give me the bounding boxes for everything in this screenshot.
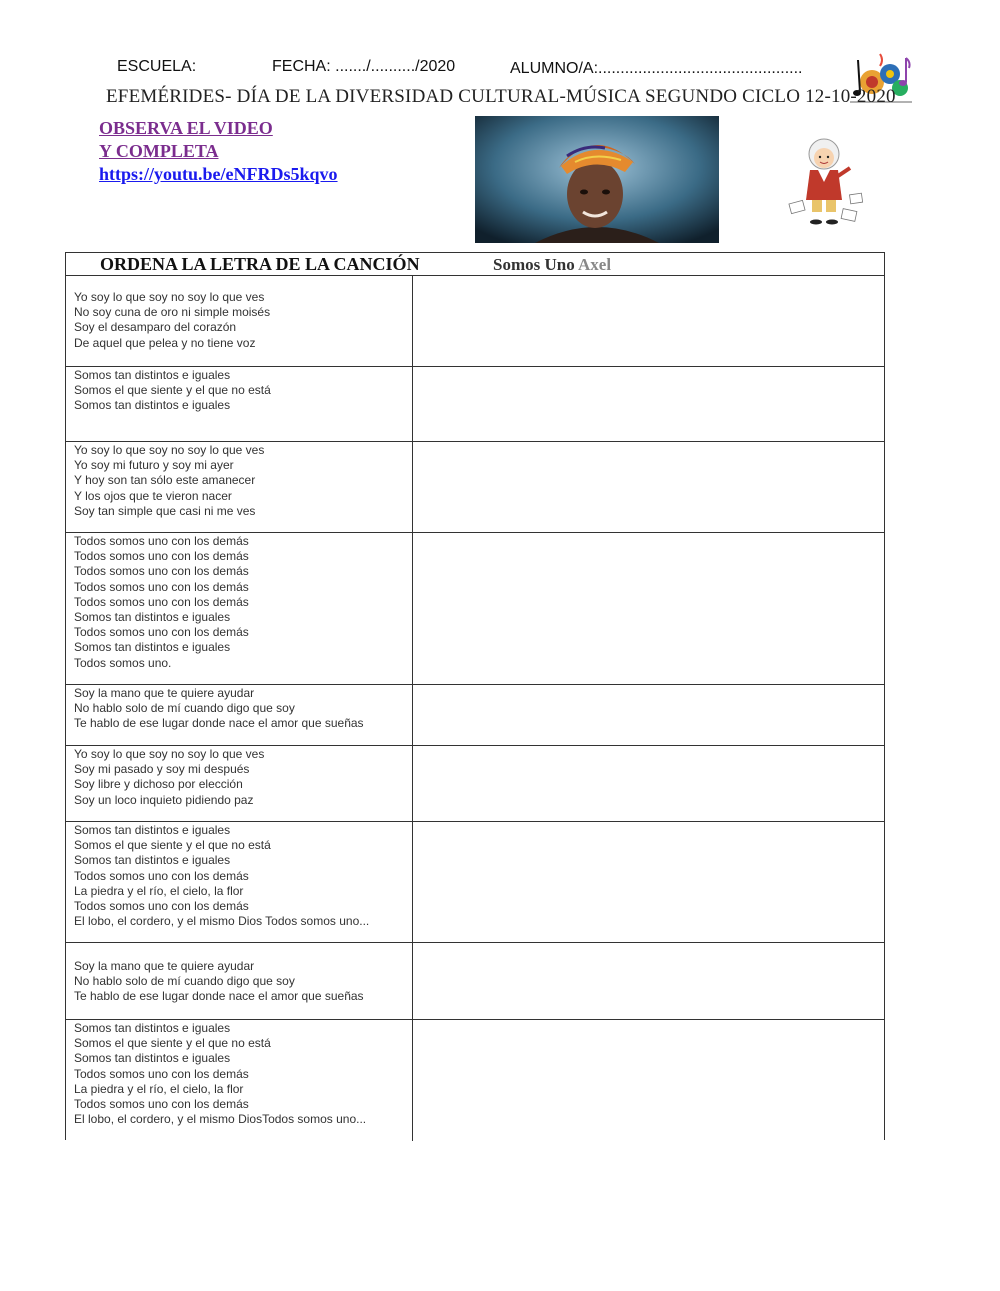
lyrics-line: Somos tan distintos e iguales (74, 823, 231, 837)
table-row (66, 533, 884, 685)
lyrics-line: Todos somos uno con los demás (74, 564, 249, 579)
lyrics-line: Somos tan distintos e iguales (74, 368, 231, 382)
lyrics-line: No hablo solo de mí cuando digo que soy (74, 701, 295, 716)
song-name: Somos Uno (493, 255, 575, 274)
answer-cell[interactable] (413, 822, 884, 942)
lyrics-line: Y hoy son tan sólo este amanecer (74, 473, 256, 488)
lyrics-line: Y los ojos que te vieron nacer (74, 488, 232, 503)
answer-cell[interactable] (413, 943, 884, 1019)
answer-cell[interactable] (413, 367, 884, 441)
table-row (66, 1020, 884, 1141)
lyrics-line: Te hablo de ese lugar donde nace el amor que sueñas (74, 716, 364, 731)
mozart-character-icon (784, 132, 872, 230)
lyrics-line: Somos el que siente y el que no está (74, 838, 271, 853)
lyrics-cell (66, 442, 413, 532)
answer-cell[interactable] (413, 442, 884, 532)
lyrics-line: No soy cuna de oro ni simple moisés (74, 305, 271, 320)
lyrics-line: Todos somos uno con los demás (74, 594, 249, 609)
table-header (66, 253, 884, 276)
table-row (66, 822, 884, 943)
lyrics-line: Soy el desamparo del corazón (74, 320, 237, 335)
table-heading: ORDENA LA LETRA DE LA CANCIÓN (100, 254, 420, 274)
lyrics-line: Soy un loco inquieto pidiendo paz (74, 792, 254, 807)
lyrics-cell (66, 367, 413, 441)
answer-cell[interactable] (413, 533, 884, 684)
lyrics-cell (66, 943, 413, 1019)
lyrics-line: Todos somos uno con los demás (74, 1066, 249, 1081)
lyrics-line: Somos tan distintos e iguales (74, 1021, 231, 1035)
video-thumbnail[interactable] (475, 116, 719, 243)
video-link[interactable]: https://youtu.be/eNFRDs5kqvo (99, 164, 338, 184)
table-row (66, 943, 884, 1020)
lyrics-line: Somos tan distintos e iguales (74, 853, 231, 868)
lyrics-line: Soy libre y dichoso por elección (74, 777, 243, 792)
lyrics-line: Todos somos uno con los demás (74, 534, 249, 548)
lyrics-line: Somos tan distintos e iguales (74, 610, 231, 625)
page-title: EFEMÉRIDES- DÍA DE LA DIVERSIDAD CULTURAL-MÚSICA SEGUNDO CICLO 12-10-2020 (106, 86, 896, 107)
lyrics-line: La piedra y el río, el cielo, la flor (74, 1081, 244, 1096)
lyrics-line: No hablo solo de mí cuando digo que soy (74, 974, 295, 989)
lyrics-line: Yo soy lo que soy no soy lo que ves (74, 443, 265, 457)
lyrics-cell (66, 276, 413, 366)
lyrics-line: Te hablo de ese lugar donde nace el amor que sueñas (74, 989, 364, 1004)
fecha-label: FECHA: ......./........../2020 (272, 58, 456, 75)
lyrics-line: De aquel que pelea y no tiene voz (74, 335, 256, 350)
table-row (66, 276, 884, 367)
lyrics-line: Soy mi pasado y soy mi después (74, 762, 250, 777)
lyrics-line: Somos tan distintos e iguales (74, 1051, 231, 1066)
lyrics-line: Somos tan distintos e iguales (74, 398, 231, 413)
lyrics-line: El lobo, el cordero, y el mismo DiosTodos somos uno... (74, 1112, 367, 1127)
song-title (493, 255, 611, 275)
lyrics-line: Yo soy mi futuro y soy mi ayer (74, 458, 234, 473)
lyrics-line: Somos el que siente y el que no está (74, 383, 271, 398)
lyrics-line: Todos somos uno con los demás (74, 549, 249, 564)
lyrics-line: Todos somos uno con los demás (74, 899, 249, 914)
lyrics-line: Somos tan distintos e iguales (74, 640, 231, 655)
alumno-label: ALUMNO/A:.............................................. (510, 60, 803, 77)
lyrics-line: Todos somos uno con los demás (74, 579, 249, 594)
lyrics-line: Yo soy lo que soy no soy lo que ves (74, 290, 265, 304)
lyrics-line: Todos somos uno con los demás (74, 625, 249, 640)
lyrics-line: Somos el que siente y el que no está (74, 1036, 271, 1051)
lyrics-line: Yo soy lo que soy no soy lo que ves (74, 747, 265, 761)
lyrics-line: Soy la mano que te quiere ayudar (74, 959, 255, 973)
table-row (66, 746, 884, 822)
table-row (66, 685, 884, 746)
answer-cell[interactable] (413, 746, 884, 821)
instruction-line-2: Y COMPLETA (99, 141, 219, 161)
lyrics-cell (66, 822, 413, 942)
lyrics-line: Todos somos uno con los demás (74, 1097, 249, 1112)
instruction-line-1: OBSERVA EL VIDEO (99, 118, 273, 138)
answer-cell[interactable] (413, 1020, 884, 1141)
lyrics-line: Todos somos uno. (74, 655, 172, 670)
lyrics-line: El lobo, el cordero, y el mismo Dios Todos somos uno... (74, 914, 370, 929)
lyrics-line: La piedra y el río, el cielo, la flor (74, 883, 244, 898)
lyrics-cell (66, 533, 413, 684)
answer-cell[interactable] (413, 276, 884, 366)
lyrics-line: Soy tan simple que casi ni me ves (74, 503, 256, 518)
lyrics-cell (66, 685, 413, 745)
lyrics-cell (66, 746, 413, 821)
table-row (66, 442, 884, 533)
table-row (66, 367, 884, 442)
lyrics-table (65, 252, 885, 1140)
lyrics-cell (66, 1020, 413, 1141)
lyrics-line: Todos somos uno con los demás (74, 868, 249, 883)
answer-cell[interactable] (413, 685, 884, 745)
escuela-label: ESCUELA: (117, 58, 197, 75)
lyrics-line: Soy la mano que te quiere ayudar (74, 686, 255, 700)
song-artist: Axel (578, 255, 612, 274)
